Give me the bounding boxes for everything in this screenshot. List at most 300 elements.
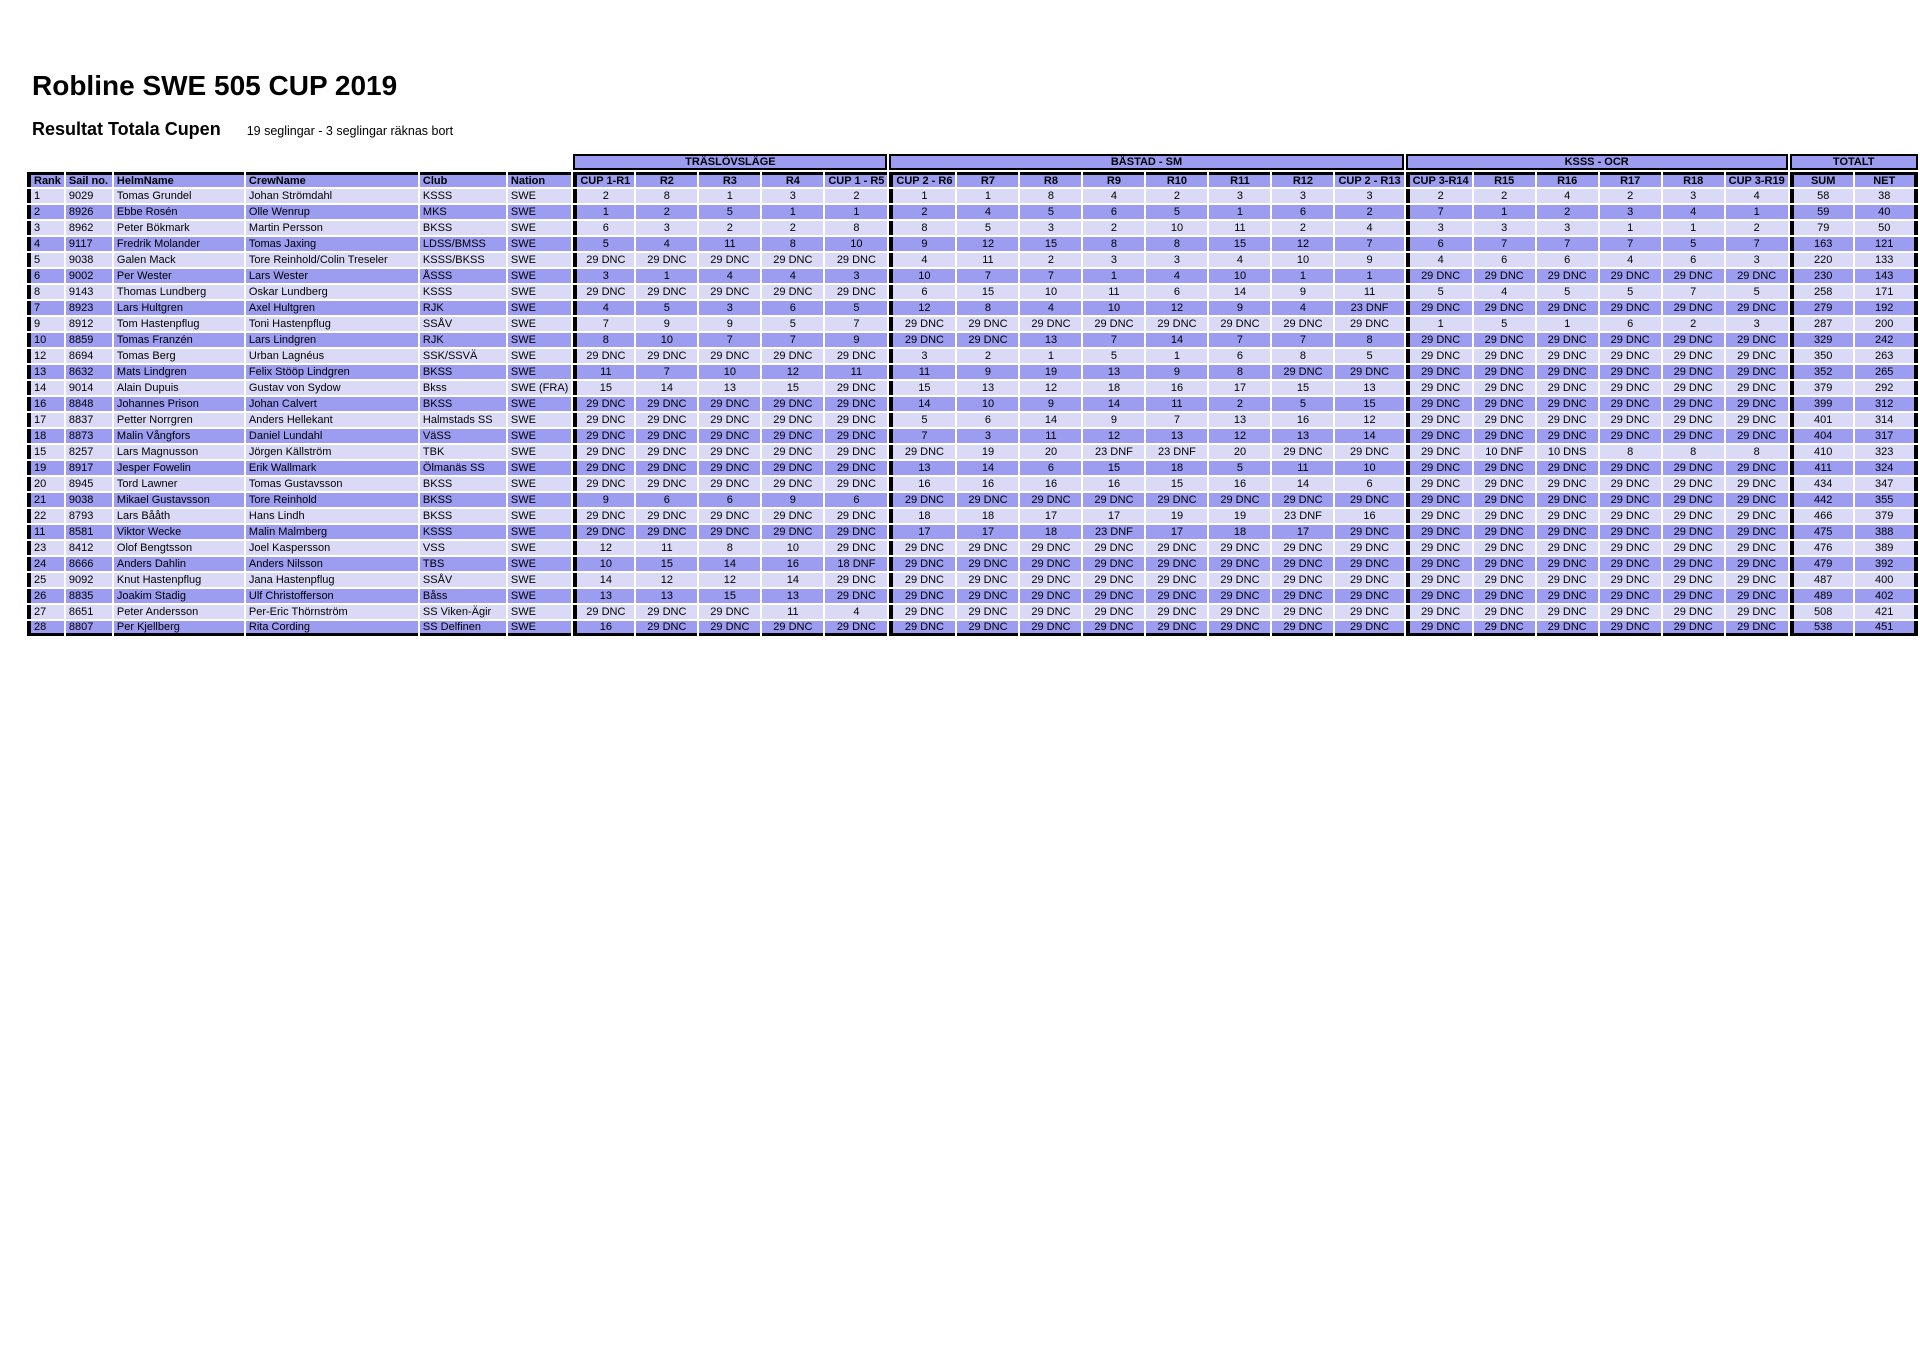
- cell-race-result: 13: [573, 589, 634, 603]
- cell-race-result: 15: [636, 557, 697, 571]
- cell-club: KSSS: [420, 285, 506, 299]
- cell-race-result: 4: [1600, 253, 1661, 267]
- cell-race-result: 29 DNC: [1726, 429, 1788, 443]
- cell-net: 389: [1855, 541, 1918, 555]
- cell-helm-name: Peter Andersson: [114, 605, 244, 619]
- cell-race-result: 10: [825, 237, 887, 251]
- group-header-totalt: TOTALT: [1790, 154, 1918, 170]
- cell-race-result: 6: [889, 285, 955, 299]
- col-header-r12: R12: [1272, 172, 1333, 187]
- cell-race-result: 7: [699, 333, 760, 347]
- cell-sum: 404: [1790, 429, 1853, 443]
- cell-race-result: 29 DNC: [636, 349, 697, 363]
- col-header-r8: R8: [1020, 172, 1081, 187]
- cell-club: RJK: [420, 333, 506, 347]
- cell-race-result: 1: [636, 269, 697, 283]
- cell-race-result: 8: [1726, 445, 1788, 459]
- cell-race-result: 6: [1406, 237, 1472, 251]
- cell-nation: SWE: [508, 493, 571, 507]
- cell-sum: 59: [1790, 205, 1853, 219]
- cell-race-result: 2: [1272, 221, 1333, 235]
- cell-sum: 58: [1790, 189, 1853, 203]
- col-header-r2: R2: [636, 172, 697, 187]
- cell-crew-name: Ulf Christofferson: [246, 589, 418, 603]
- cell-race-result: 29 DNC: [1272, 365, 1333, 379]
- cell-race-result: 5: [573, 237, 634, 251]
- cell-race-result: 18: [889, 509, 955, 523]
- cell-race-result: 29 DNC: [1474, 269, 1535, 283]
- cell-sail-no: 9029: [66, 189, 112, 203]
- cell-race-result: 29 DNC: [1474, 493, 1535, 507]
- cell-race-result: 29 DNC: [1335, 573, 1403, 587]
- cell-race-result: 29 DNC: [1663, 573, 1724, 587]
- cell-race-result: 8: [573, 333, 634, 347]
- cell-race-result: 29 DNC: [573, 525, 634, 539]
- table-row: [27, 301, 1918, 315]
- cell-race-result: 2: [573, 189, 634, 203]
- col-header-sail-no: Sail no.: [66, 172, 112, 187]
- cell-race-result: 8: [1272, 349, 1333, 363]
- cell-race-result: 12: [699, 573, 760, 587]
- cell-rank: 26: [27, 589, 64, 603]
- cell-race-result: 6: [762, 301, 823, 315]
- cell-race-result: 1: [1083, 269, 1144, 283]
- cell-sail-no: 8926: [66, 205, 112, 219]
- cell-race-result: 29 DNC: [889, 573, 955, 587]
- cell-race-result: 15: [573, 381, 634, 395]
- cell-race-result: 23 DNF: [1335, 301, 1403, 315]
- cell-race-result: 14: [573, 573, 634, 587]
- table-row: [27, 621, 1918, 636]
- cell-race-result: 29 DNC: [1600, 349, 1661, 363]
- cell-race-result: 12: [1020, 381, 1081, 395]
- cell-race-result: 4: [1537, 189, 1598, 203]
- cell-race-result: 2: [1020, 253, 1081, 267]
- cell-race-result: 6: [699, 493, 760, 507]
- cell-sail-no: 8793: [66, 509, 112, 523]
- cell-rank: 2: [27, 205, 64, 219]
- cell-race-result: 29 DNC: [636, 477, 697, 491]
- cell-race-result: 18: [1083, 381, 1144, 395]
- cell-sail-no: 9014: [66, 381, 112, 395]
- cell-race-result: 29 DNC: [699, 285, 760, 299]
- table-row: [27, 221, 1918, 235]
- cell-race-result: 9: [1083, 413, 1144, 427]
- cell-sum: 352: [1790, 365, 1853, 379]
- cell-nation: SWE: [508, 269, 571, 283]
- cell-race-result: 29 DNC: [699, 413, 760, 427]
- cell-rank: 21: [27, 493, 64, 507]
- cell-race-result: 1: [762, 205, 823, 219]
- cell-race-result: 29 DNC: [957, 333, 1018, 347]
- cell-race-result: 2: [1406, 189, 1472, 203]
- cell-race-result: 2: [699, 221, 760, 235]
- cell-race-result: 29 DNC: [1272, 605, 1333, 619]
- cell-helm-name: Mats Lindgren: [114, 365, 244, 379]
- cell-sail-no: 8835: [66, 589, 112, 603]
- cell-race-result: 8: [1209, 365, 1270, 379]
- cell-nation: SWE (FRA): [508, 381, 571, 395]
- cell-club: SSÅV: [420, 317, 506, 331]
- cell-race-result: 6: [1474, 253, 1535, 267]
- cell-race-result: 8: [957, 301, 1018, 315]
- cell-helm-name: Lars Bååth: [114, 509, 244, 523]
- cell-race-result: 29 DNC: [1020, 573, 1081, 587]
- cell-race-result: 29 DNC: [1083, 605, 1144, 619]
- cell-race-result: 16: [1335, 509, 1403, 523]
- cell-race-result: 1: [1020, 349, 1081, 363]
- cell-crew-name: Daniel Lundahl: [246, 429, 418, 443]
- cell-race-result: 29 DNC: [636, 253, 697, 267]
- cell-race-result: 11: [636, 541, 697, 555]
- cell-race-result: 12: [1083, 429, 1144, 443]
- cell-race-result: 9: [957, 365, 1018, 379]
- cell-net: 312: [1855, 397, 1918, 411]
- cell-race-result: 14: [889, 397, 955, 411]
- cell-race-result: 29 DNC: [1474, 461, 1535, 475]
- cell-race-result: 29 DNC: [1600, 605, 1661, 619]
- cell-race-result: 12: [957, 237, 1018, 251]
- cell-race-result: 11: [573, 365, 634, 379]
- table-row: [27, 237, 1918, 251]
- cell-race-result: 3: [1335, 189, 1403, 203]
- cell-sum: 411: [1790, 461, 1853, 475]
- cell-race-result: 29 DNC: [889, 605, 955, 619]
- cell-race-result: 13: [636, 589, 697, 603]
- cell-race-result: 29 DNC: [762, 461, 823, 475]
- cell-race-result: 14: [1335, 429, 1403, 443]
- cell-rank: 22: [27, 509, 64, 523]
- cell-rank: 1: [27, 189, 64, 203]
- cell-race-result: 29 DNC: [889, 445, 955, 459]
- cell-race-result: 9: [699, 317, 760, 331]
- cell-race-result: 5: [1209, 461, 1270, 475]
- cell-race-result: 29 DNC: [1600, 365, 1661, 379]
- cell-race-result: 8: [1083, 237, 1144, 251]
- cell-race-result: 29 DNC: [1600, 397, 1661, 411]
- cell-race-result: 2: [889, 205, 955, 219]
- cell-race-result: 29 DNC: [1537, 461, 1598, 475]
- table-row: [27, 285, 1918, 299]
- cell-net: 200: [1855, 317, 1918, 331]
- cell-race-result: 29 DNC: [1663, 589, 1724, 603]
- cell-race-result: 3: [1474, 221, 1535, 235]
- cell-race-result: 29 DNC: [1406, 269, 1472, 283]
- cell-race-result: 1: [825, 205, 887, 219]
- cell-race-result: 29 DNC: [889, 621, 955, 636]
- cell-club: BKSS: [420, 477, 506, 491]
- cell-race-result: 5: [1272, 397, 1333, 411]
- cell-race-result: 9: [1020, 397, 1081, 411]
- table-row: [27, 397, 1918, 411]
- cell-race-result: 29 DNC: [1406, 573, 1472, 587]
- cell-race-result: 29 DNC: [1406, 461, 1472, 475]
- cell-race-result: 29 DNC: [1474, 365, 1535, 379]
- cell-race-result: 29 DNC: [1663, 429, 1724, 443]
- cell-net: 133: [1855, 253, 1918, 267]
- table-row: [27, 445, 1918, 459]
- cell-race-result: 13: [1209, 413, 1270, 427]
- cell-race-result: 2: [1537, 205, 1598, 219]
- cell-race-result: 29 DNC: [1406, 445, 1472, 459]
- cell-race-result: 2: [1083, 221, 1144, 235]
- cell-race-result: 18: [957, 509, 1018, 523]
- cell-race-result: 7: [1537, 237, 1598, 251]
- col-header-r9: R9: [1083, 172, 1144, 187]
- cell-race-result: 29 DNC: [825, 525, 887, 539]
- cell-rank: 5: [27, 253, 64, 267]
- cell-sum: 508: [1790, 605, 1853, 619]
- cell-race-result: 29 DNC: [699, 349, 760, 363]
- cell-race-result: 2: [1600, 189, 1661, 203]
- cell-net: 265: [1855, 365, 1918, 379]
- cell-sail-no: 8666: [66, 557, 112, 571]
- cell-race-result: 29 DNC: [1663, 301, 1724, 315]
- cell-helm-name: Thomas Lundberg: [114, 285, 244, 299]
- cell-race-result: 5: [889, 413, 955, 427]
- cell-race-result: 29 DNC: [1406, 493, 1472, 507]
- cell-race-result: 19: [1209, 509, 1270, 523]
- cell-race-result: 29 DNC: [1406, 605, 1472, 619]
- cell-race-result: 29 DNC: [1335, 557, 1403, 571]
- cell-race-result: 15: [699, 589, 760, 603]
- cell-net: 355: [1855, 493, 1918, 507]
- cell-sail-no: 9092: [66, 573, 112, 587]
- cell-race-result: 29 DNC: [1474, 541, 1535, 555]
- cell-race-result: 29 DNC: [1663, 269, 1724, 283]
- cell-nation: SWE: [508, 301, 571, 315]
- cell-race-result: 29 DNC: [636, 621, 697, 636]
- cell-net: 379: [1855, 509, 1918, 523]
- cell-net: 121: [1855, 237, 1918, 251]
- cell-sail-no: 8917: [66, 461, 112, 475]
- cell-nation: SWE: [508, 477, 571, 491]
- cell-race-result: 18: [1146, 461, 1207, 475]
- cell-club: ÅSSS: [420, 269, 506, 283]
- cell-race-result: 29 DNC: [1474, 349, 1535, 363]
- cell-race-result: 29 DNC: [1537, 413, 1598, 427]
- cell-race-result: 8: [1600, 445, 1661, 459]
- cell-race-result: 29 DNC: [699, 477, 760, 491]
- cell-race-result: 29 DNC: [762, 509, 823, 523]
- cell-race-result: 3: [825, 269, 887, 283]
- cell-race-result: 6: [573, 221, 634, 235]
- cell-club: Ölmanäs SS: [420, 461, 506, 475]
- table-row: [27, 349, 1918, 363]
- cell-race-result: 29 DNC: [1272, 317, 1333, 331]
- cell-race-result: 4: [573, 301, 634, 315]
- cell-race-result: 13: [1083, 365, 1144, 379]
- cell-race-result: 29 DNC: [1406, 333, 1472, 347]
- cell-race-result: 29 DNC: [1600, 461, 1661, 475]
- cell-race-result: 20: [1209, 445, 1270, 459]
- cell-race-result: 6: [825, 493, 887, 507]
- cell-crew-name: Olle Wenrup: [246, 205, 418, 219]
- cell-race-result: 29 DNC: [636, 413, 697, 427]
- cell-race-result: 19: [1020, 365, 1081, 379]
- cell-crew-name: Toni Hastenpflug: [246, 317, 418, 331]
- cell-race-result: 29 DNC: [889, 541, 955, 555]
- cell-race-result: 29 DNC: [699, 253, 760, 267]
- cell-sail-no: 8873: [66, 429, 112, 443]
- cell-race-result: 4: [889, 253, 955, 267]
- cell-helm-name: Tomas Franzén: [114, 333, 244, 347]
- cell-race-result: 29 DNC: [1406, 397, 1472, 411]
- cell-race-result: 29 DNC: [1537, 429, 1598, 443]
- cell-race-result: 29 DNC: [1335, 365, 1403, 379]
- cell-race-result: 13: [889, 461, 955, 475]
- cell-race-result: 29 DNC: [762, 445, 823, 459]
- cell-race-result: 1: [1146, 349, 1207, 363]
- cell-race-result: 29 DNC: [762, 525, 823, 539]
- cell-race-result: 29 DNC: [1474, 557, 1535, 571]
- cell-race-result: 29 DNC: [1020, 493, 1081, 507]
- cell-rank: 16: [27, 397, 64, 411]
- cell-sum: 163: [1790, 237, 1853, 251]
- cell-race-result: 29 DNC: [636, 509, 697, 523]
- cell-sum: 220: [1790, 253, 1853, 267]
- cell-race-result: 11: [825, 365, 887, 379]
- cell-race-result: 7: [762, 333, 823, 347]
- cell-race-result: 29 DNC: [1209, 317, 1270, 331]
- cell-sail-no: 8848: [66, 397, 112, 411]
- cell-sum: 279: [1790, 301, 1853, 315]
- cell-race-result: 10: [636, 333, 697, 347]
- cell-race-result: 7: [1146, 413, 1207, 427]
- col-header-rank: Rank: [27, 172, 64, 187]
- cell-race-result: 29 DNC: [1474, 589, 1535, 603]
- cell-nation: SWE: [508, 525, 571, 539]
- table-row: [27, 365, 1918, 379]
- cell-race-result: 10: [699, 365, 760, 379]
- cell-race-result: 29 DNC: [957, 573, 1018, 587]
- cell-helm-name: Mikael Gustavsson: [114, 493, 244, 507]
- cell-race-result: 3: [1209, 189, 1270, 203]
- cell-sail-no: 8412: [66, 541, 112, 555]
- cell-race-result: 4: [1474, 285, 1535, 299]
- table-row: [27, 413, 1918, 427]
- cell-race-result: 16: [957, 477, 1018, 491]
- cell-race-result: 19: [1146, 509, 1207, 523]
- cell-race-result: 6: [1020, 461, 1081, 475]
- cell-race-result: 16: [573, 621, 634, 636]
- cell-club: TBS: [420, 557, 506, 571]
- cell-crew-name: Joel Kaspersson: [246, 541, 418, 555]
- cell-race-result: 12: [1335, 413, 1403, 427]
- cell-race-result: 4: [636, 237, 697, 251]
- cell-race-result: 7: [573, 317, 634, 331]
- cell-race-result: 29 DNC: [699, 621, 760, 636]
- table-row: [27, 557, 1918, 571]
- cell-nation: SWE: [508, 333, 571, 347]
- results-table: [25, 152, 1920, 638]
- cell-race-result: 29 DNC: [1537, 365, 1598, 379]
- cell-nation: SWE: [508, 461, 571, 475]
- cell-race-result: 7: [1335, 237, 1403, 251]
- cell-net: 421: [1855, 605, 1918, 619]
- cell-race-result: 29 DNC: [636, 525, 697, 539]
- cell-race-result: 17: [1272, 525, 1333, 539]
- cell-crew-name: Hans Lindh: [246, 509, 418, 523]
- cell-race-result: 1: [699, 189, 760, 203]
- cell-crew-name: Anders Hellekant: [246, 413, 418, 427]
- cell-race-result: 4: [1335, 221, 1403, 235]
- cell-nation: SWE: [508, 221, 571, 235]
- cell-race-result: 29 DNC: [699, 525, 760, 539]
- cell-race-result: 29 DNC: [699, 429, 760, 443]
- cell-race-result: 29 DNC: [1020, 621, 1081, 636]
- cell-race-result: 7: [1474, 237, 1535, 251]
- col-header-r16: R16: [1537, 172, 1598, 187]
- cell-race-result: 5: [1146, 205, 1207, 219]
- cell-race-result: 11: [889, 365, 955, 379]
- cell-club: SS Viken-Ägir: [420, 605, 506, 619]
- cell-race-result: 29 DNC: [825, 397, 887, 411]
- cell-race-result: 29 DNC: [1335, 493, 1403, 507]
- cell-helm-name: Per Kjellberg: [114, 621, 244, 636]
- cell-race-result: 29 DNC: [1663, 477, 1724, 491]
- cell-race-result: 29 DNC: [1537, 525, 1598, 539]
- cell-club: VSS: [420, 541, 506, 555]
- table-row: [27, 605, 1918, 619]
- cell-race-result: 13: [957, 381, 1018, 395]
- cell-nation: SWE: [508, 413, 571, 427]
- cell-race-result: 29 DNC: [573, 397, 634, 411]
- cell-race-result: 18 DNF: [825, 557, 887, 571]
- cell-race-result: 29 DNC: [1406, 477, 1472, 491]
- cell-race-result: 29 DNC: [957, 541, 1018, 555]
- cell-race-result: 12: [1209, 429, 1270, 443]
- cell-race-result: 29 DNC: [889, 557, 955, 571]
- cell-sail-no: 8962: [66, 221, 112, 235]
- cell-race-result: 29 DNC: [1406, 509, 1472, 523]
- col-header-r7: R7: [957, 172, 1018, 187]
- cell-race-result: 29 DNC: [1600, 477, 1661, 491]
- cell-rank: 3: [27, 221, 64, 235]
- cell-race-result: 11: [1146, 397, 1207, 411]
- cell-race-result: 29 DNC: [762, 349, 823, 363]
- cell-race-result: 14: [1272, 477, 1333, 491]
- cell-race-result: 1: [889, 189, 955, 203]
- cell-race-result: 29 DNC: [1474, 413, 1535, 427]
- cell-race-result: 29 DNC: [1474, 397, 1535, 411]
- cell-race-result: 29 DNC: [1663, 525, 1724, 539]
- cell-race-result: 29 DNC: [825, 541, 887, 555]
- cell-helm-name: Peter Bökmark: [114, 221, 244, 235]
- cell-race-result: 29 DNC: [573, 349, 634, 363]
- cell-net: 323: [1855, 445, 1918, 459]
- cell-sum: 475: [1790, 525, 1853, 539]
- cell-race-result: 7: [1020, 269, 1081, 283]
- cell-race-result: 11: [1272, 461, 1333, 475]
- cell-sail-no: 8923: [66, 301, 112, 315]
- cell-race-result: 29 DNC: [1537, 397, 1598, 411]
- cell-race-result: 29 DNC: [699, 509, 760, 523]
- cell-race-result: 29 DNC: [957, 557, 1018, 571]
- cell-race-result: 29 DNC: [573, 605, 634, 619]
- cell-race-result: 5: [1663, 237, 1724, 251]
- cell-race-result: 16: [889, 477, 955, 491]
- cell-race-result: 29 DNC: [1537, 381, 1598, 395]
- cell-nation: SWE: [508, 189, 571, 203]
- cell-race-result: 17: [1020, 509, 1081, 523]
- cell-race-result: 29 DNC: [762, 397, 823, 411]
- cell-rank: 8: [27, 285, 64, 299]
- cell-race-result: 10: [957, 397, 1018, 411]
- cell-race-result: 29 DNC: [1146, 573, 1207, 587]
- cell-sail-no: 9038: [66, 253, 112, 267]
- cell-race-result: 29 DNC: [1474, 605, 1535, 619]
